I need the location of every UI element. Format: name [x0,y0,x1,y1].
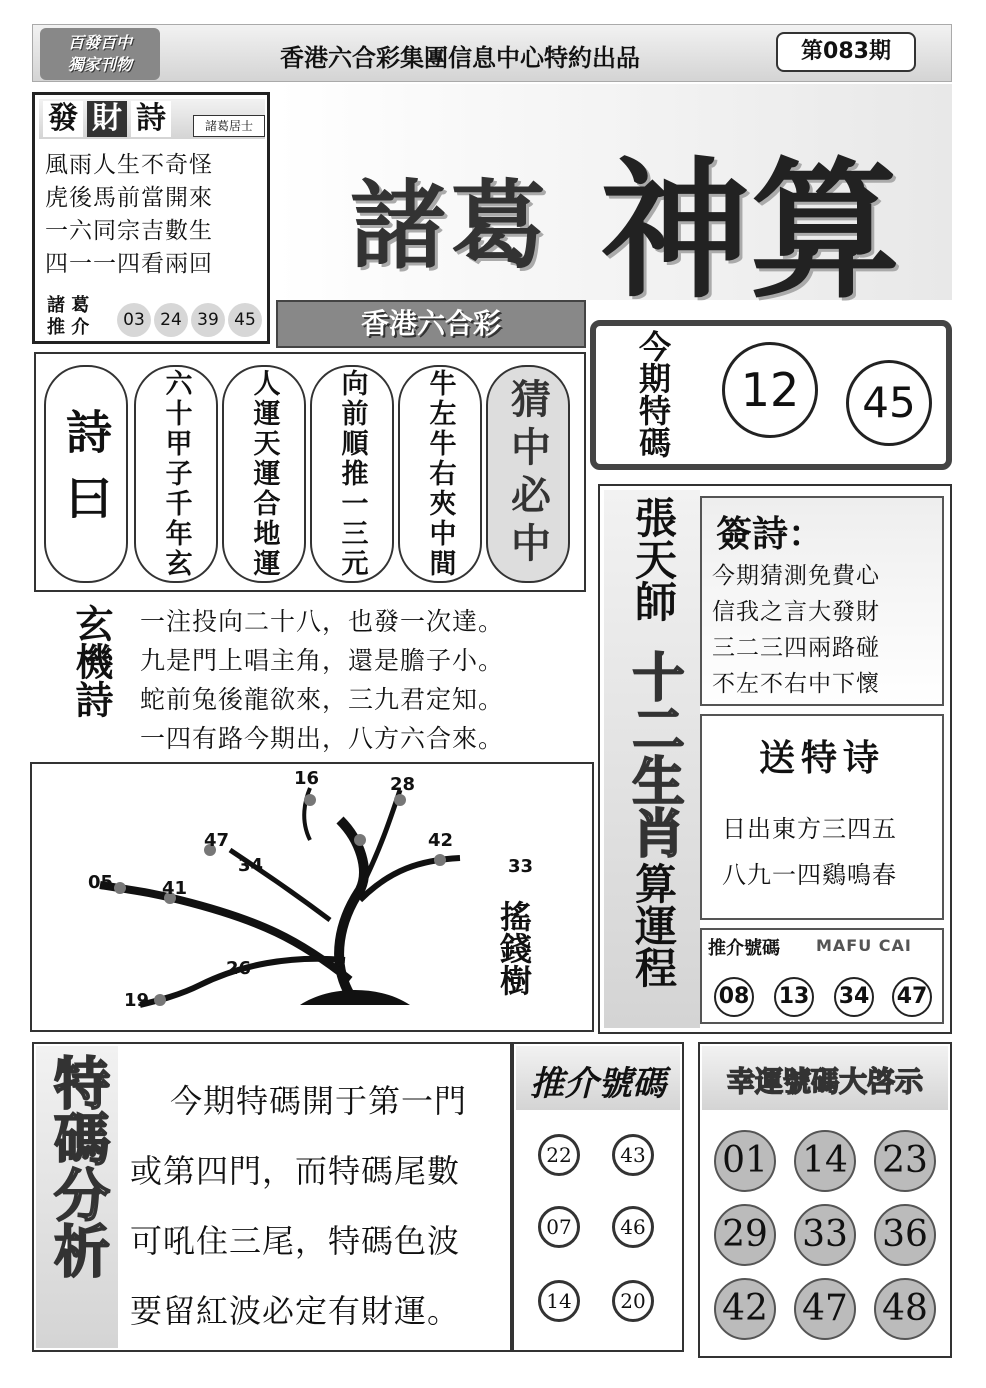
fortune-line-3: 一六同宗吉數生 [45,218,213,244]
lucky-number: 42 [714,1278,776,1340]
gift-line-1: 日出東方三四五 [722,815,897,843]
lucky-number: 14 [794,1130,856,1192]
lottery-poem-title: 簽詩： [716,514,825,555]
fortune-rec-label-2: 推 介 [47,317,90,338]
fortune-title-char-1: 發 [43,101,83,137]
tree-number: 41 [162,878,188,899]
lucky-number: 48 [874,1278,936,1340]
recommend-title: 推介號碼 [530,1064,666,1104]
mafu-brand: MAFU CAI [816,936,912,955]
analysis-title: 特碼分析 [45,1054,110,1278]
mafu-label: 推介號碼 [708,938,780,959]
special-code-number-2: 45 [846,360,932,446]
poem-col-3: 向前順推一三元 [310,365,394,583]
special-code-number-1: 12 [722,342,818,438]
fortune-poem-box [32,92,270,344]
mystery-line-3: 蛇前兔後龍欲來，三九君定知。 [140,685,505,714]
money-tree-title: 搖錢樹 [495,900,533,996]
recommend-number: 20 [612,1280,654,1322]
mystery-poem-title: 玄機詩 [69,604,113,718]
lottery-poem-lines [712,558,880,702]
tree-number: 05 [88,872,114,893]
zodiac-title-2: 十二生肖 [623,650,683,858]
lucky-number: 47 [794,1278,856,1340]
tree-number: 47 [204,830,230,851]
mafu-number: 47 [892,977,932,1017]
mafu-number: 08 [714,977,754,1017]
header-badge [40,28,160,80]
analysis-line-3: 可吼住三尾，特碼色波 [130,1222,461,1260]
recommend-number: 43 [612,1134,654,1176]
lottery-line-1: 今期猜測免費心 [712,563,880,589]
tree-number: 19 [124,990,150,1011]
poem-col-1: 六十甲子千年玄 [134,365,218,583]
lucky-number: 36 [874,1204,936,1266]
analysis-line-1: 今期特碼開于第一門 [170,1082,468,1120]
lucky-number: 33 [794,1204,856,1266]
fortune-line-2: 虎後馬前當開來 [45,185,213,211]
mystery-line-1: 一注投向二十八，也發一次達。 [140,607,505,636]
mafu-number: 13 [774,977,814,1017]
mafu-number: 34 [834,977,874,1017]
analysis-line-2: 或第四門，而特碼尾數 [130,1152,461,1190]
subtitle: 香港六合彩 [360,307,501,340]
tree-number: 26 [226,958,252,979]
fortune-number: 39 [191,303,225,337]
recommend-number: 07 [538,1206,580,1248]
fortune-title-char-3: 詩 [131,101,171,137]
fortune-number: 45 [228,303,262,337]
badge-line-1: 百發百中 [67,33,132,52]
main-title-part-1: 諸葛 [350,170,550,282]
lucky-title: 幸運號碼大啓示 [726,1065,923,1098]
main-title-part-2: 神算 [600,143,901,319]
poem-col-2: 人運天運合地運 [222,365,306,583]
fortune-number: 24 [154,303,188,337]
zodiac-title-1: 張天師 [629,496,678,622]
gift-line-2: 八九一四鷄鳴春 [722,861,897,889]
lottery-line-2: 信我之言大發財 [712,599,880,625]
fortune-number: 03 [117,303,151,337]
fortune-author: 諸葛居士 [193,115,265,137]
fortune-line-4: 四一一四看兩回 [45,251,213,277]
mystery-line-4: 一四有路今期出，八方六合來。 [140,724,505,753]
zodiac-title-3: 算運程 [629,862,678,988]
tree-number: 42 [428,830,454,851]
fortune-rec-label-1: 諸 葛 [47,295,90,316]
tree-number: 34 [238,855,264,876]
recommend-number: 14 [538,1280,580,1322]
fortune-numbers [117,303,265,337]
lucky-number: 29 [714,1204,776,1266]
tree-number: 33 [508,856,534,877]
poem-banner: 猜中必中 [486,365,570,583]
lucky-number: 01 [714,1130,776,1192]
fortune-line-1: 風雨人生不奇怪 [45,152,213,178]
tree-number: 28 [390,774,416,795]
lottery-line-3: 三二三四兩路碰 [712,635,880,661]
gift-poem-lines [722,806,897,898]
mystery-line-2: 九是門上唱主角，還是膽子小。 [140,646,505,675]
gift-poem-title: 送特诗 [758,737,885,779]
analysis-line-4: 要留紅波必定有財運。 [130,1292,461,1330]
lucky-number: 23 [874,1130,936,1192]
issue-number: 第083期 [776,32,916,72]
poem-heading: 詩曰 [44,365,128,583]
header-title: 香港六合彩集團信息中心特約出品 [280,44,640,72]
money-tree-icon [60,780,480,1020]
mystery-poem-lines [140,602,504,758]
recommend-number: 46 [612,1206,654,1248]
poem-col-4: 牛左牛右夾中間 [398,365,482,583]
special-code-label: 今期特碼 [634,330,672,458]
recommend-number: 22 [538,1134,580,1176]
badge-line-2: 獨家刊物 [67,55,132,74]
lottery-line-4: 不左不右中下懷 [712,671,880,697]
fortune-title-char-2: 財 [87,101,127,137]
analysis-lines [130,1066,467,1346]
tree-number: 16 [294,768,320,789]
